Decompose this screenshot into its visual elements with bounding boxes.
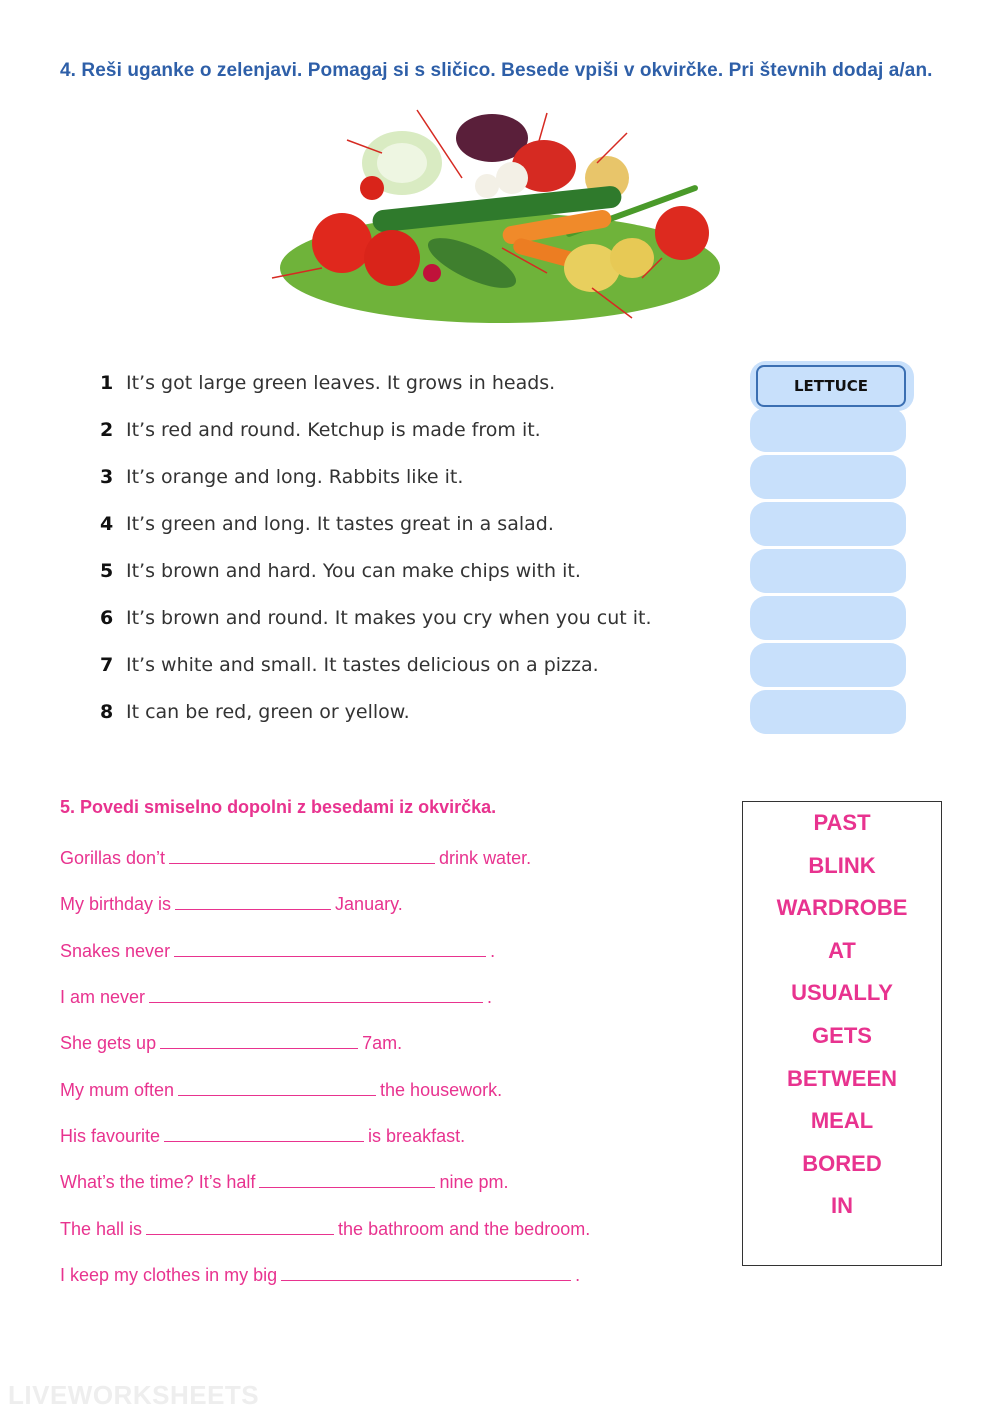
riddle-text: It’s got large green leaves. It grows in heads. xyxy=(126,372,556,394)
vegetables-illustration xyxy=(262,108,738,340)
riddle-number: 3 xyxy=(100,466,114,488)
riddle-text: It’s green and long. It tastes great in a salad. xyxy=(126,513,554,535)
riddle-text: It’s brown and round. It makes you cry when you cut it. xyxy=(126,607,652,629)
word-bank-item: BETWEEN xyxy=(787,1066,897,1091)
sentence-text-after: nine pm. xyxy=(439,1172,509,1192)
answer-input-6[interactable] xyxy=(750,596,906,640)
word-bank-item: PAST xyxy=(813,810,871,835)
riddle-1 xyxy=(100,368,555,398)
sentence-7 xyxy=(60,1122,465,1150)
answer-input-3[interactable] xyxy=(750,455,906,499)
blank-input[interactable] xyxy=(178,1077,376,1096)
answer-input-8[interactable] xyxy=(750,690,906,734)
riddle-number: 2 xyxy=(100,419,114,441)
riddle-4 xyxy=(100,509,554,539)
sentence-text-before: What’s the time? It’s half xyxy=(60,1172,256,1192)
sentence-1 xyxy=(60,844,531,872)
sentence-text-before: I keep my clothes in my big xyxy=(60,1265,278,1285)
word-bank-item: WARDROBE xyxy=(776,895,908,920)
sentence-text-before: The hall is xyxy=(60,1219,143,1239)
riddle-5 xyxy=(100,556,581,586)
riddle-number: 4 xyxy=(100,513,114,535)
sentence-text-before: Snakes never xyxy=(60,941,171,961)
riddle-6 xyxy=(100,603,652,633)
riddle-7 xyxy=(100,650,599,680)
word-bank-item: USUALLY xyxy=(791,980,893,1005)
riddle-text: It can be red, green or yellow. xyxy=(126,701,410,723)
sentence-5 xyxy=(60,1029,402,1057)
answer-input-1[interactable]: LETTUCE xyxy=(756,365,906,407)
answer-input-5[interactable] xyxy=(750,549,906,593)
sentence-text-after: . xyxy=(490,941,496,961)
answer-input-4[interactable] xyxy=(750,502,906,546)
riddle-text: It’s red and round. Ketchup is made from it. xyxy=(126,419,541,441)
word-bank-item: BORED xyxy=(802,1151,882,1176)
riddle-8 xyxy=(100,697,410,727)
sentence-text-before: Gorillas don’t xyxy=(60,848,166,868)
blank-input[interactable] xyxy=(169,845,435,864)
riddle-3 xyxy=(100,462,463,492)
sentence-4 xyxy=(60,983,492,1011)
sentence-text-before: My birthday is xyxy=(60,894,172,914)
blank-input[interactable] xyxy=(175,891,331,910)
sentence-text-before: His favourite xyxy=(60,1126,161,1146)
word-bank-item: GETS xyxy=(812,1023,872,1048)
riddle-number: 1 xyxy=(100,372,114,394)
sentence-2 xyxy=(60,890,403,918)
riddle-number: 6 xyxy=(100,607,114,629)
word-bank xyxy=(742,801,942,1266)
sentence-text-before: She gets up xyxy=(60,1033,157,1053)
sentence-text-after: the housework. xyxy=(380,1080,503,1100)
riddle-number: 8 xyxy=(100,701,114,723)
sentence-text-after: is breakfast. xyxy=(368,1126,466,1146)
answer-input-2[interactable] xyxy=(750,408,906,452)
sentence-text-after: the bathroom and the bedroom. xyxy=(338,1219,591,1239)
blank-input[interactable] xyxy=(281,1262,571,1281)
exercise-5-title: 5. Povedi smiselno dopolni z besedami iz okvirčka. xyxy=(60,797,497,817)
word-bank-item: IN xyxy=(831,1193,853,1218)
sentence-text-after: January. xyxy=(335,894,403,914)
blank-input[interactable] xyxy=(149,984,483,1003)
blank-input[interactable] xyxy=(174,938,486,957)
sentence-3 xyxy=(60,937,495,965)
exercise-4-title: 4. Reši uganke o zelenjavi. Pomagaj si s sličico. Besede vpiši v okvirčke. Pri števnih dodaj a/an. xyxy=(60,60,933,81)
sentence-text-before: My mum often xyxy=(60,1080,175,1100)
sentence-text-after: . xyxy=(487,987,493,1007)
sentence-9 xyxy=(60,1215,590,1243)
blank-input[interactable] xyxy=(259,1169,435,1188)
sentence-text-after: drink water. xyxy=(439,848,532,868)
riddle-2 xyxy=(100,415,541,445)
sentence-text-after: . xyxy=(575,1265,581,1285)
sentence-text-after: 7am. xyxy=(362,1033,403,1053)
blank-input[interactable] xyxy=(164,1123,364,1142)
sentence-10 xyxy=(60,1261,580,1289)
word-bank-item: MEAL xyxy=(810,1108,874,1133)
answer-input-7[interactable] xyxy=(750,643,906,687)
riddle-text: It’s white and small. It tastes delicious on a pizza. xyxy=(126,654,599,676)
riddle-text: It’s orange and long. Rabbits like it. xyxy=(126,466,464,488)
blank-input[interactable] xyxy=(160,1030,358,1049)
riddle-text: It’s brown and hard. You can make chips with it. xyxy=(126,560,581,582)
riddle-number: 7 xyxy=(100,654,114,676)
liveworksheets-logo: LIVEWORKSHEETS xyxy=(8,1380,260,1410)
sentence-text-before: I am never xyxy=(60,987,146,1007)
sentence-8 xyxy=(60,1168,508,1196)
riddle-number: 5 xyxy=(100,560,114,582)
word-bank-item: BLINK xyxy=(808,853,876,878)
word-bank-item: AT xyxy=(828,938,856,963)
sentence-6 xyxy=(60,1076,502,1104)
blank-input[interactable] xyxy=(146,1216,334,1235)
